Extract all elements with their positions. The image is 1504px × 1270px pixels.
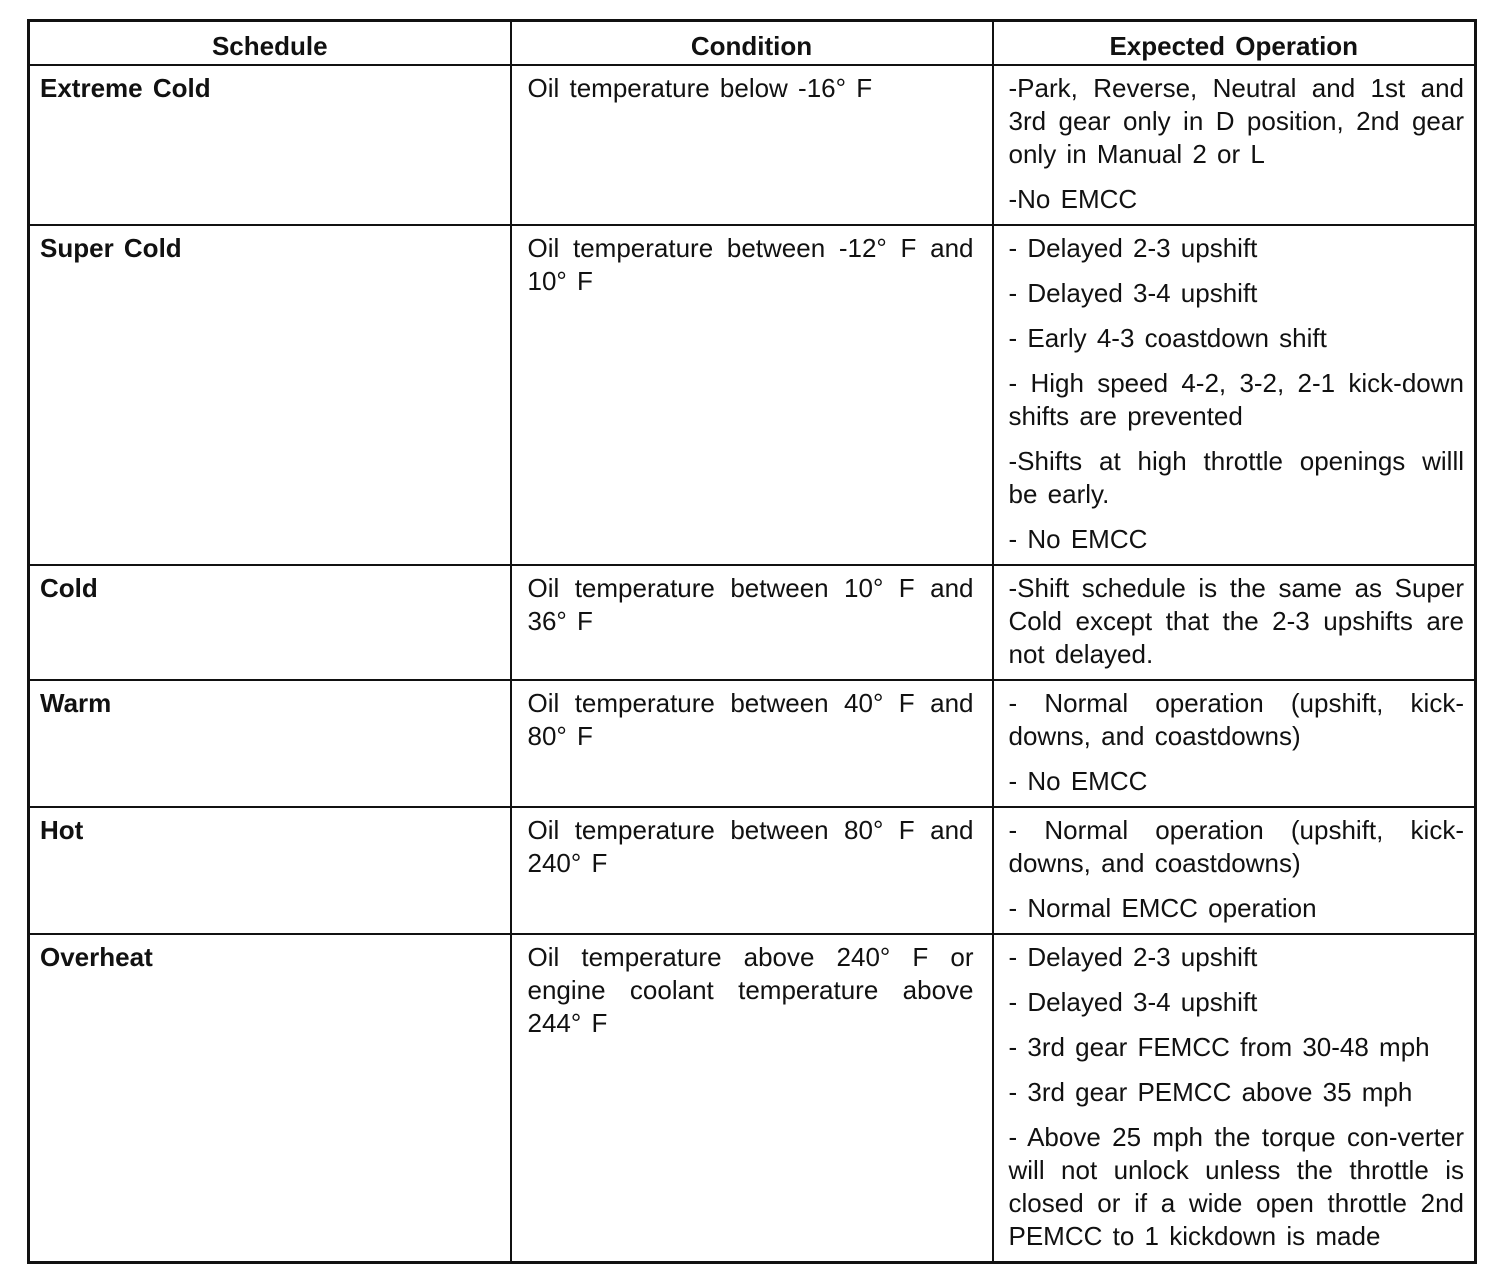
table-row <box>29 225 1476 565</box>
operation-item: - High speed 4-2, 3-2, 2-1 kick-down shifts are prevented <box>1008 367 1464 431</box>
operation-item: - 3rd gear FEMCC from 30-48 mph <box>1008 1031 1430 1062</box>
condition-cell: Oil temperature between -12° F and 10° F <box>511 225 993 565</box>
condition-cell: Oil temperature between 10° F and 36° F <box>511 565 993 680</box>
condition-cell: Oil temperature between 80° F and 240° F <box>511 807 993 934</box>
operation-item: - Delayed 3-4 upshift <box>1008 277 1258 308</box>
schedule-cell: Hot <box>29 807 511 934</box>
operation-item: - Normal operation (upshift, kick-downs, and coastdowns) <box>1008 814 1464 878</box>
table-row <box>29 680 1476 807</box>
header-schedule: Schedule <box>29 21 511 65</box>
schedule-cell: Extreme Cold <box>29 65 511 225</box>
expected-operation-cell <box>993 565 1476 680</box>
expected-operation-cell <box>993 680 1476 807</box>
expected-operation-cell <box>993 225 1476 565</box>
schedule-cell: Overheat <box>29 934 511 1263</box>
table-row <box>29 565 1476 680</box>
expected-operation-cell <box>993 65 1476 225</box>
header-condition: Condition <box>511 21 993 65</box>
expected-operation-cell <box>993 807 1476 934</box>
operation-item: - Above 25 mph the torque con-verter will not unlock unless the throttle is closed or if a wide open throttle 2nd PEMCC to 1 kickdown is made <box>1008 1121 1464 1251</box>
operation-item: - Early 4-3 coastdown shift <box>1008 322 1327 353</box>
operation-item: - No EMCC <box>1008 765 1148 796</box>
shift-schedule-table <box>27 19 1477 1264</box>
operation-item: - Delayed 3-4 upshift <box>1008 986 1258 1017</box>
operation-item: - Normal operation (upshift, kick-downs, and coastdowns) <box>1008 687 1464 751</box>
condition-cell: Oil temperature above 240° F or engine coolant temperature above 244° F <box>511 934 993 1263</box>
table-body <box>29 65 1476 1263</box>
operation-item: - Normal EMCC operation <box>1008 892 1317 923</box>
schedule-cell: Warm <box>29 680 511 807</box>
table-row <box>29 807 1476 934</box>
operation-item: -Shift schedule is the same as Super Cold except that the 2-3 upshifts are not delayed. <box>1008 572 1464 669</box>
condition-cell: Oil temperature between 40° F and 80° F <box>511 680 993 807</box>
operation-item: - 3rd gear PEMCC above 35 mph <box>1008 1076 1413 1107</box>
operation-item: -Park, Reverse, Neutral and 1st and 3rd gear only in D position, 2nd gear only in Manual 2 or L <box>1008 72 1464 169</box>
header-row <box>29 21 1476 65</box>
table-row <box>29 934 1476 1263</box>
operation-item: -No EMCC <box>1008 183 1138 214</box>
header-expected-operation: Expected Operation <box>993 21 1476 65</box>
operation-item: -Shifts at high throttle openings willl be early. <box>1008 445 1464 509</box>
schedule-cell: Super Cold <box>29 225 511 565</box>
operation-item: - Delayed 2-3 upshift <box>1008 232 1258 263</box>
operation-item: - Delayed 2-3 upshift <box>1008 941 1258 972</box>
expected-operation-cell <box>993 934 1476 1263</box>
table-row <box>29 65 1476 225</box>
operation-item: - No EMCC <box>1008 523 1148 554</box>
schedule-cell: Cold <box>29 565 511 680</box>
table-header <box>29 21 1476 65</box>
condition-cell: Oil temperature below -16° F <box>511 65 993 225</box>
